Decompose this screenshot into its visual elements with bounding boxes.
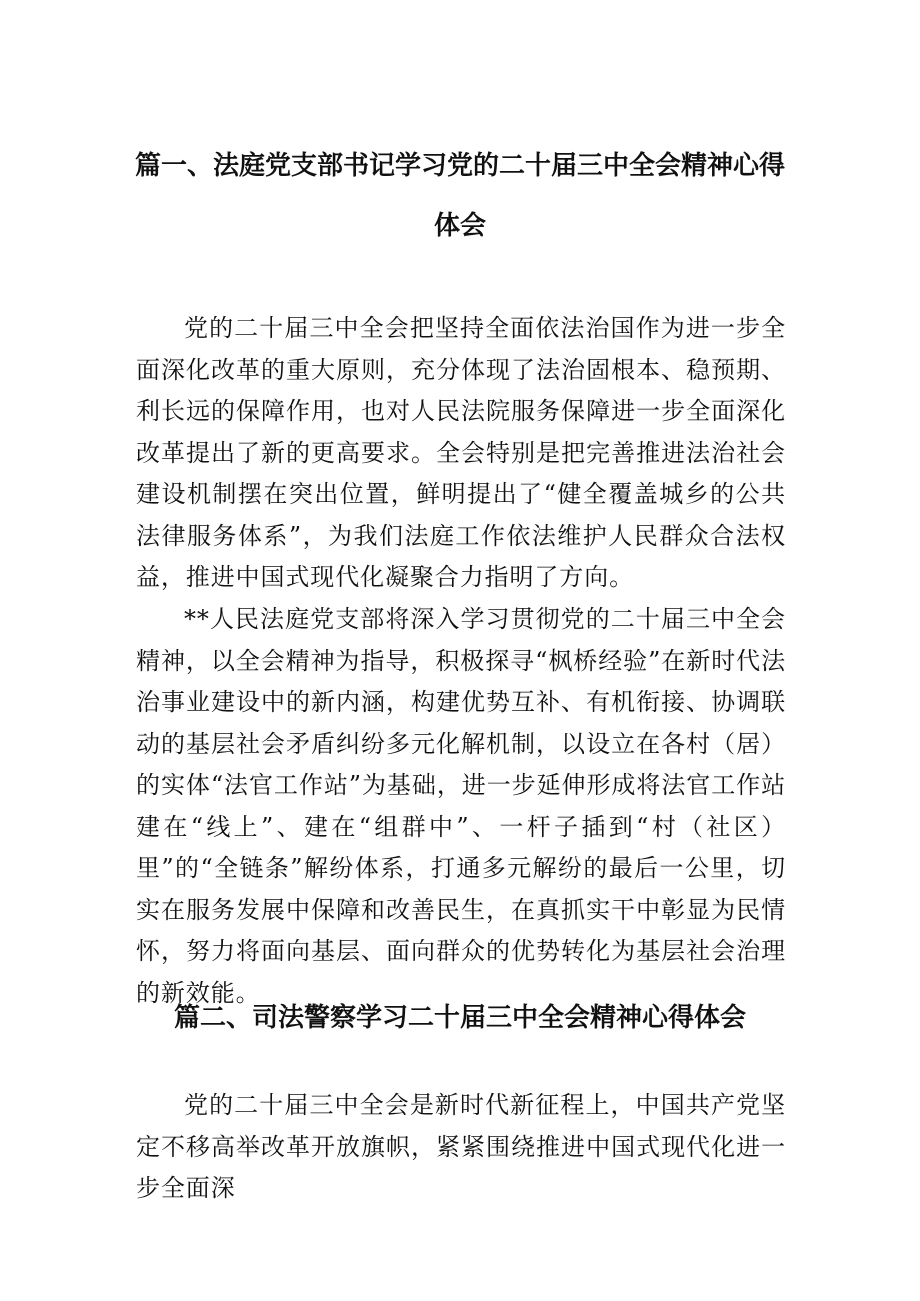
article2-title: 篇二、司法警察学习二十届三中全会精神心得体会: [173, 1003, 746, 1033]
article1-paragraph-1: 党的二十届三中全会把坚持全面依法治国作为进一步全面深化改革的重大原则，充分体现了法治固根本、稳预期、利长远的保障作用，也对人民法院服务保障进一步全面深化改革提出了新的更高要求。全会特别是把完善推进法治社会建设机制摆在突出位置，鲜明提出了“健全覆盖城乡的公共法律服务体系”，为我们法庭工作依法维护人民群众合法权益，推进中国式现代化凝聚合力指明了方向。: [136, 314, 786, 591]
article1-title-line1: 篇一、法庭党支部书记学习党的二十届三中全会精神心得: [134, 151, 785, 181]
article1-title-line2: 体会: [433, 211, 486, 241]
article1-paragraph-2: **人民法庭党支部将深入学习贯彻党的二十届三中全会精神，以全会精神为指导，积极探寻“枫桥经验”在新时代法治事业建设中的新内涵，构建优势互补、有机衔接、协调联动的基层社会矛盾纠纷多元化解机制，以设立在各村（居）的实体“法官工作站”为基础，进一步延伸形成将法官工作站建在“线上”、建在“组群中”、一杆子插到“村（社区）里”的“全链条”解纷体系，打通多元解纷的最后一公里，切实在服务发展中保障和改善民生，在真抓实干中彰显为民情怀，努力将面向基层、面向群众的优势转化为基层社会治理的新效能。: [136, 605, 786, 1007]
article2-paragraph-1: 党的二十届三中全会是新时代新征程上，中国共产党坚定不移高举改革开放旗帜，紧紧围绕推进中国式现代化进一步全面深: [136, 1091, 786, 1202]
